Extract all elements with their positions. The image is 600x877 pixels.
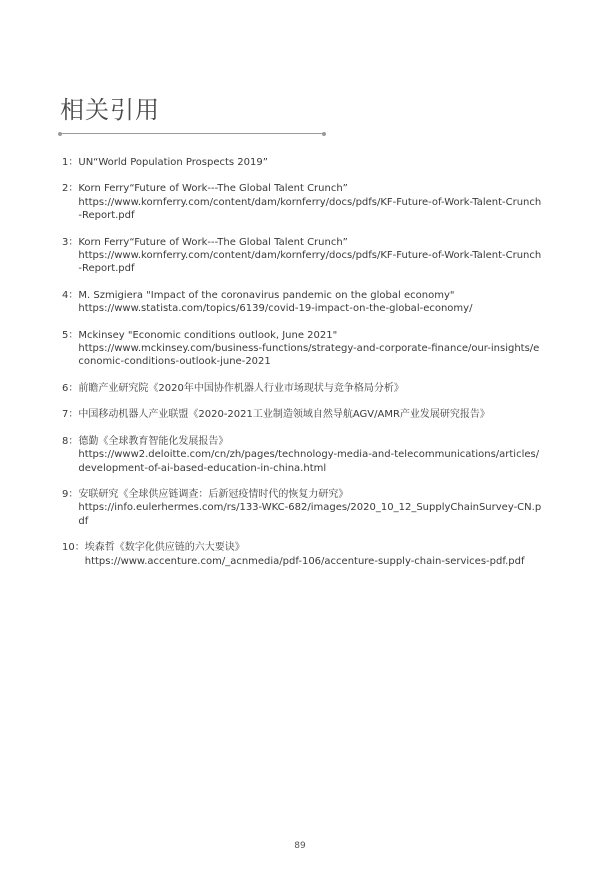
reference-number: 3： — [62, 236, 79, 248]
reference-item — [62, 435, 542, 475]
reference-number: 4： — [62, 289, 79, 301]
reference-title: UN“World Population Prospects 2019” — [78, 157, 268, 168]
reference-title: M. Szmigiera "Impact of the coronavirus pandemic on the global economy" — [78, 289, 455, 301]
reference-url[interactable]: https://www.mckinsey.com/business-functions/strategy-and-corporate-finance/our-insights/economic-conditions-outlook-june-2021 — [78, 343, 540, 368]
reference-item — [62, 382, 542, 395]
reference-number: 10： — [62, 542, 85, 554]
reference-item — [62, 156, 542, 169]
reference-title: 埃森哲《数字化供应链的六大要诀》 — [84, 542, 245, 554]
reference-item — [62, 541, 542, 568]
reference-url[interactable]: https://www2.deloitte.com/cn/zh/pages/technology-media-and-telecommunications/articles/development-of-ai-based-education-in-china.html — [78, 449, 540, 474]
reference-list — [62, 156, 542, 581]
reference-item — [62, 329, 542, 369]
reference-number: 8： — [62, 435, 79, 447]
divider-dot-right — [322, 132, 326, 136]
reference-title: 安联研究《全球供应链调查：后新冠疫情时代的恢复力研究》 — [78, 488, 349, 500]
page-number: 89 — [294, 841, 306, 851]
reference-url[interactable]: https://info.eulerhermes.com/rs/133-WKC-682/images/2020_10_12_SupplyChainSurvey-CN.pdf — [78, 502, 542, 527]
reference-url[interactable]: https://www.kornferry.com/content/dam/kornferry/docs/pdfs/KF-Future-of-Work-Talent-Crunch-Report.pdf — [78, 196, 542, 222]
reference-title: Korn Ferry“Future of Work---The Global Talent Crunch” — [78, 183, 348, 195]
reference-number: 7： — [62, 409, 79, 421]
reference-title: Mckinsey "Economic conditions outlook, June 2021" — [78, 329, 338, 341]
divider-dot-left — [58, 132, 62, 136]
reference-number: 1： — [62, 157, 79, 168]
page-title: 相关引用 — [60, 96, 160, 124]
reference-number: 6： — [62, 382, 79, 394]
reference-item — [62, 408, 542, 421]
reference-title: 前瞻产业研究院《2020年中国协作机器人行业市场现状与竞争格局分析》 — [78, 382, 404, 394]
reference-url[interactable]: https://www.kornferry.com/content/dam/kornferry/docs/pdfs/KF-Future-of-Work-Talent-Crunch-Report.pdf — [78, 250, 542, 275]
reference-item — [62, 289, 542, 316]
reference-title: Korn Ferry“Future of Work---The Global Talent Crunch” — [78, 236, 348, 248]
reference-number: 9： — [62, 488, 79, 500]
reference-item — [62, 488, 542, 528]
reference-item — [62, 236, 542, 276]
title-divider — [60, 133, 324, 134]
reference-item — [62, 182, 542, 222]
reference-number: 2： — [62, 183, 79, 195]
reference-number: 5： — [62, 329, 79, 341]
reference-url[interactable]: https://www.accenture.com/_acnmedia/pdf-106/accenture-supply-chain-services-pdf.pdf — [84, 555, 525, 567]
reference-title: 德勤《全球教育智能化发展报告》 — [78, 435, 229, 447]
reference-url[interactable]: https://www.statista.com/topics/6139/covid-19-impact-on-the-global-economy/ — [78, 303, 473, 315]
reference-title: 中国移动机器人产业联盟《2020-2021工业制造领域自然导航AGV/AMR产业发展研究报告》 — [78, 409, 490, 421]
